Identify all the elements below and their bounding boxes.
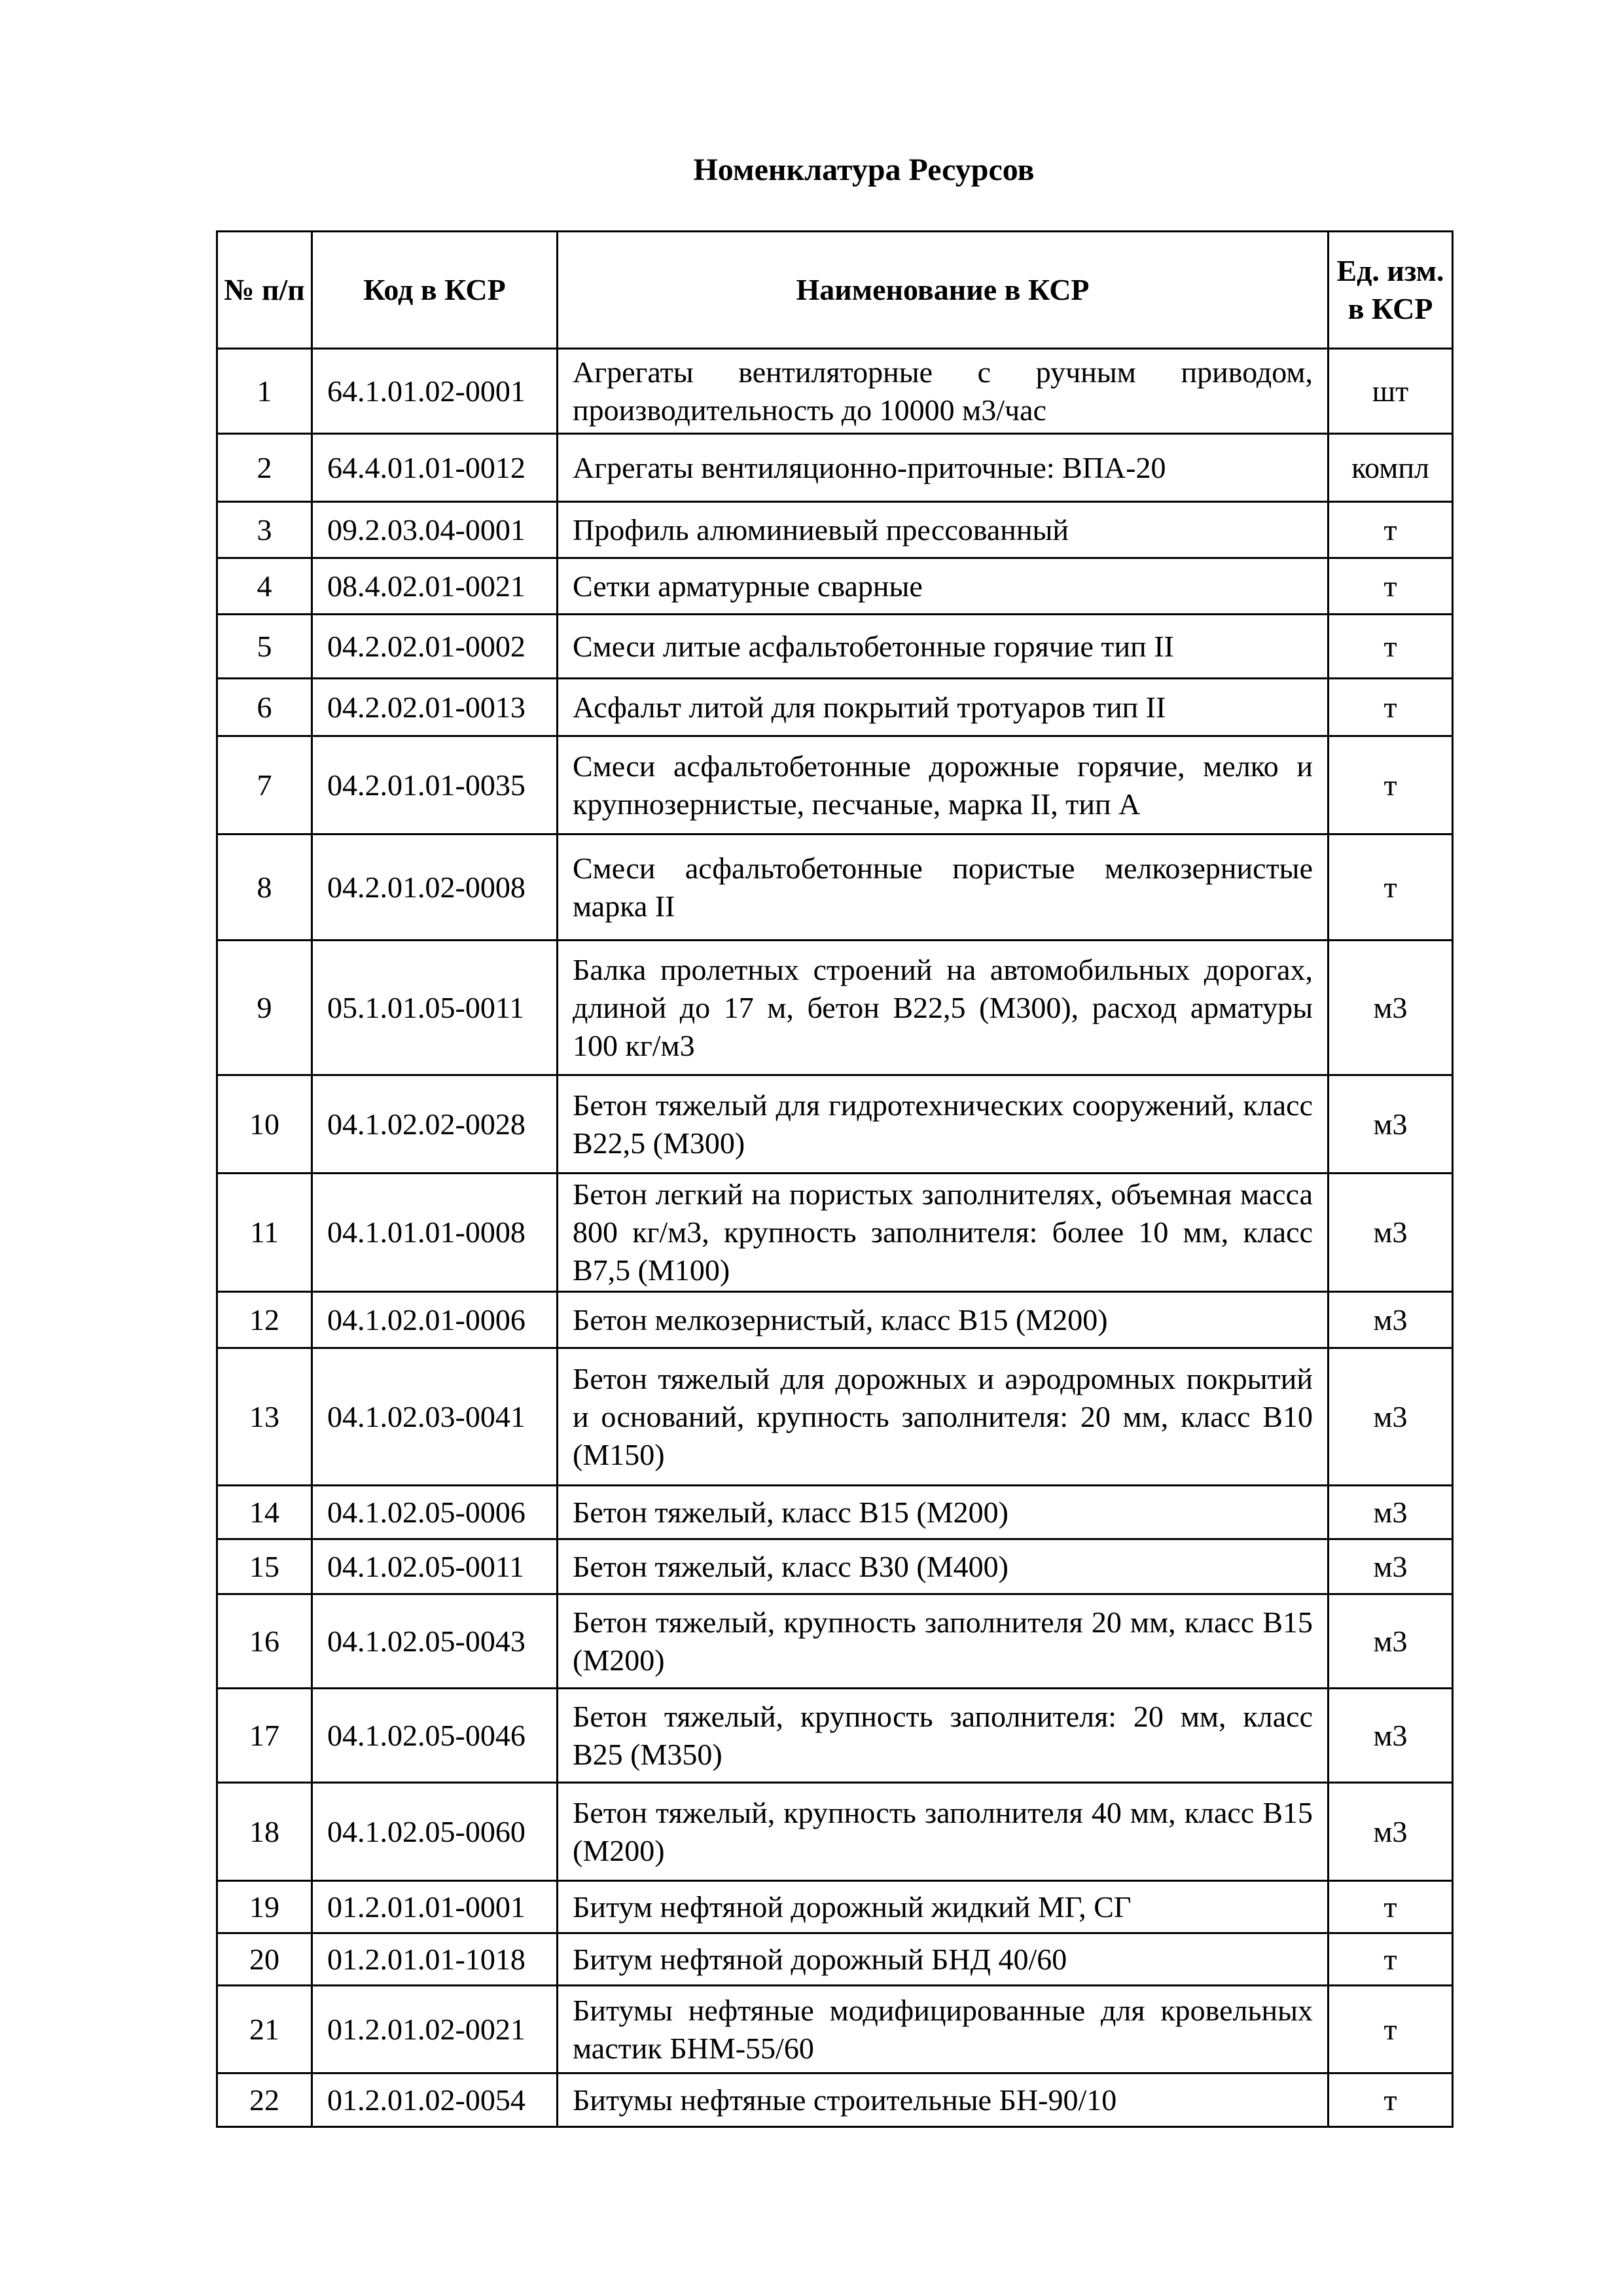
row-number: 8 xyxy=(217,834,312,941)
row-unit: м3 xyxy=(1329,1689,1453,1783)
row-unit: м3 xyxy=(1329,1292,1453,1348)
row-number: 9 xyxy=(217,941,312,1075)
row-code: 08.4.02.01-0021 xyxy=(312,558,558,615)
row-unit: м3 xyxy=(1329,1594,1453,1689)
row-unit: т xyxy=(1329,502,1453,558)
table-row xyxy=(217,1348,1453,1486)
table-row xyxy=(217,1539,1453,1594)
row-number: 18 xyxy=(217,1783,312,1881)
row-name: Битумы нефтяные строительные БН-90/10 xyxy=(558,2073,1329,2127)
table-row xyxy=(217,558,1453,615)
table-row xyxy=(217,1933,1453,1986)
row-number: 10 xyxy=(217,1075,312,1174)
row-unit: м3 xyxy=(1329,1075,1453,1174)
row-unit: шт xyxy=(1329,349,1453,434)
row-unit: т xyxy=(1329,1986,1453,2073)
row-unit: м3 xyxy=(1329,1486,1453,1539)
table-body xyxy=(217,349,1453,2127)
row-number: 15 xyxy=(217,1539,312,1594)
row-number: 4 xyxy=(217,558,312,615)
table-row xyxy=(217,1689,1453,1783)
table-row xyxy=(217,615,1453,679)
row-number: 13 xyxy=(217,1348,312,1486)
row-name: Бетон тяжелый для дорожных и аэродромных покрытий и оснований, крупность заполнителя: 20 мм, класс В10 (М150) xyxy=(558,1348,1329,1486)
row-name: Смеси литые асфальтобетонные горячие тип II xyxy=(558,615,1329,679)
row-number: 14 xyxy=(217,1486,312,1539)
row-number: 19 xyxy=(217,1881,312,1933)
table-header-row xyxy=(217,232,1453,349)
row-name: Бетон тяжелый, крупность заполнителя 20 мм, класс В15 (М200) xyxy=(558,1594,1329,1689)
row-name: Битум нефтяной дорожный жидкий МГ, СГ xyxy=(558,1881,1329,1933)
header-num: № п/п xyxy=(217,232,312,349)
row-name: Битум нефтяной дорожный БНД 40/60 xyxy=(558,1933,1329,1986)
table-row xyxy=(217,349,1453,434)
row-code: 04.1.02.02-0028 xyxy=(312,1075,558,1174)
row-number: 20 xyxy=(217,1933,312,1986)
table-row xyxy=(217,1594,1453,1689)
row-unit: компл xyxy=(1329,434,1453,502)
row-name: Битумы нефтяные модифицированные для кровельных мастик БНМ-55/60 xyxy=(558,1986,1329,2073)
row-name: Бетон тяжелый для гидротехнических сооружений, класс В22,5 (М300) xyxy=(558,1075,1329,1174)
row-number: 16 xyxy=(217,1594,312,1689)
table-row xyxy=(217,1486,1453,1539)
row-number: 1 xyxy=(217,349,312,434)
table-row xyxy=(217,1881,1453,1933)
row-number: 7 xyxy=(217,736,312,834)
row-unit: т xyxy=(1329,834,1453,941)
row-name: Бетон тяжелый, крупность заполнителя 40 мм, класс В15 (М200) xyxy=(558,1783,1329,1881)
row-number: 12 xyxy=(217,1292,312,1348)
row-name: Агрегаты вентиляционно-приточные: ВПА-20 xyxy=(558,434,1329,502)
row-code: 09.2.03.04-0001 xyxy=(312,502,558,558)
row-unit: т xyxy=(1329,615,1453,679)
header-code: Код в КСР xyxy=(312,232,558,349)
row-unit: т xyxy=(1329,679,1453,736)
table-row xyxy=(217,434,1453,502)
header-name: Наименование в КСР xyxy=(558,232,1329,349)
row-name: Асфальт литой для покрытий тротуаров тип II xyxy=(558,679,1329,736)
row-code: 64.1.01.02-0001 xyxy=(312,349,558,434)
row-code: 01.2.01.01-0001 xyxy=(312,1881,558,1933)
page-title: Номенклатура Ресурсов xyxy=(693,152,1035,187)
row-number: 6 xyxy=(217,679,312,736)
table-row xyxy=(217,2073,1453,2127)
table-row xyxy=(217,1292,1453,1348)
row-name: Бетон тяжелый, класс В15 (М200) xyxy=(558,1486,1329,1539)
table-row xyxy=(217,941,1453,1075)
row-code: 04.1.02.03-0041 xyxy=(312,1348,558,1486)
row-unit: т xyxy=(1329,736,1453,834)
row-number: 2 xyxy=(217,434,312,502)
row-number: 17 xyxy=(217,1689,312,1783)
row-name: Балка пролетных строений на автомобильных дорогах, длиной до 17 м, бетон В22,5 (М300), расход арматуры 100 кг/м3 xyxy=(558,941,1329,1075)
row-code: 04.2.01.02-0008 xyxy=(312,834,558,941)
row-code: 04.1.02.05-0043 xyxy=(312,1594,558,1689)
table-row xyxy=(217,1174,1453,1292)
row-number: 5 xyxy=(217,615,312,679)
row-unit: м3 xyxy=(1329,1174,1453,1292)
row-code: 04.1.02.05-0060 xyxy=(312,1783,558,1881)
row-name: Профиль алюминиевый прессованный xyxy=(558,502,1329,558)
row-code: 04.2.02.01-0013 xyxy=(312,679,558,736)
row-number: 3 xyxy=(217,502,312,558)
row-unit: т xyxy=(1329,1933,1453,1986)
row-code: 04.1.02.05-0046 xyxy=(312,1689,558,1783)
table-row xyxy=(217,679,1453,736)
header-unit: Ед. изм. в КСР xyxy=(1329,232,1453,349)
row-code: 04.1.02.05-0006 xyxy=(312,1486,558,1539)
row-number: 11 xyxy=(217,1174,312,1292)
row-number: 22 xyxy=(217,2073,312,2127)
row-unit: м3 xyxy=(1329,1539,1453,1594)
row-unit: м3 xyxy=(1329,941,1453,1075)
row-name: Смеси асфальтобетонные дорожные горячие, мелко и крупнозернистые, песчаные, марка II, тип А xyxy=(558,736,1329,834)
row-code: 64.4.01.01-0012 xyxy=(312,434,558,502)
table-row xyxy=(217,1986,1453,2073)
row-number: 21 xyxy=(217,1986,312,2073)
table-row xyxy=(217,1783,1453,1881)
resources-table xyxy=(216,230,1454,2128)
row-code: 01.2.01.02-0054 xyxy=(312,2073,558,2127)
row-unit: т xyxy=(1329,1881,1453,1933)
row-code: 04.2.01.01-0035 xyxy=(312,736,558,834)
table-row xyxy=(217,1075,1453,1174)
row-unit: м3 xyxy=(1329,1348,1453,1486)
row-code: 01.2.01.01-1018 xyxy=(312,1933,558,1986)
row-name: Смеси асфальтобетонные пористые мелкозернистые марка II xyxy=(558,834,1329,941)
row-name: Бетон легкий на пористых заполнителях, объемная масса 800 кг/м3, крупность заполнителя: более 10 мм, класс В7,5 (М100) xyxy=(558,1174,1329,1292)
row-unit: т xyxy=(1329,558,1453,615)
row-code: 05.1.01.05-0011 xyxy=(312,941,558,1075)
row-name: Бетон тяжелый, крупность заполнителя: 20 мм, класс В25 (М350) xyxy=(558,1689,1329,1783)
row-name: Агрегаты вентиляторные с ручным приводом, производительность до 10000 м3/час xyxy=(558,349,1329,434)
table-row xyxy=(217,834,1453,941)
row-code: 04.1.02.05-0011 xyxy=(312,1539,558,1594)
row-unit: т xyxy=(1329,2073,1453,2127)
row-code: 04.1.02.01-0006 xyxy=(312,1292,558,1348)
row-name: Бетон тяжелый, класс В30 (М400) xyxy=(558,1539,1329,1594)
row-name: Сетки арматурные сварные xyxy=(558,558,1329,615)
row-code: 01.2.01.02-0021 xyxy=(312,1986,558,2073)
row-code: 04.2.02.01-0002 xyxy=(312,615,558,679)
row-code: 04.1.01.01-0008 xyxy=(312,1174,558,1292)
row-unit: м3 xyxy=(1329,1783,1453,1881)
table-row xyxy=(217,502,1453,558)
row-name: Бетон мелкозернистый, класс В15 (М200) xyxy=(558,1292,1329,1348)
table-row xyxy=(217,736,1453,834)
